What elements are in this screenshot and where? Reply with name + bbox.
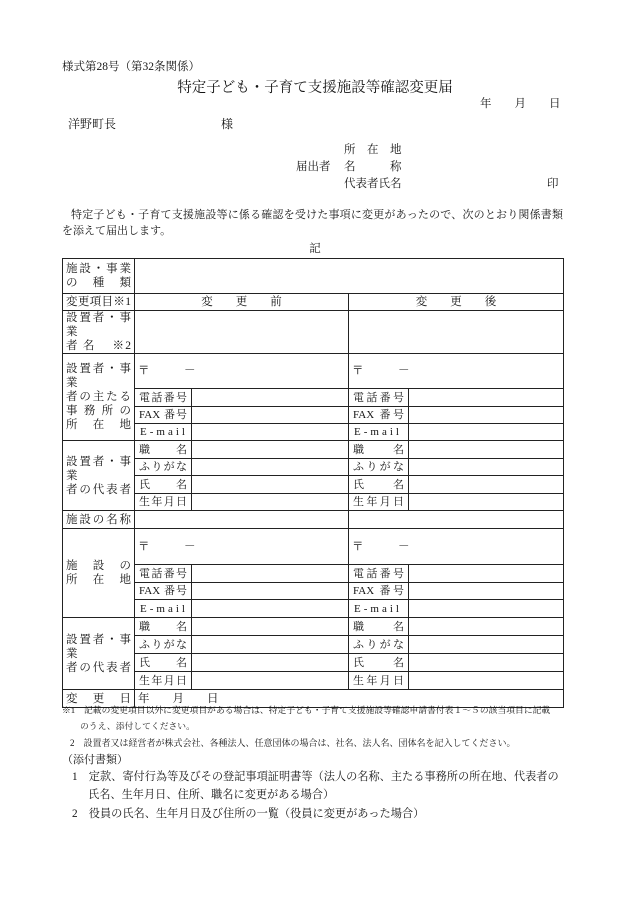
operator-postal-before: 〒 － (135, 354, 349, 389)
operator-rep-name-label-before: 氏 名 (135, 476, 192, 494)
operator-rep-position-label-before: 職 名 (135, 441, 192, 459)
operator-name-label: 設置者・事業 者 名 ※2 (63, 311, 135, 354)
operator-rep-name-before (192, 476, 349, 494)
operator-rep-birthdate-row (63, 494, 564, 511)
facility-fax-label-before: FAX 番号 (135, 583, 192, 600)
applicant-name-label: 名 称 (344, 161, 402, 173)
facility-rep-name-after (409, 654, 564, 672)
operator-rep-name-row (63, 476, 564, 494)
operator-fax-row (63, 407, 564, 424)
facility-rep-birthdate-row (63, 672, 564, 690)
facility-rep-name-label-before: 氏 名 (135, 654, 192, 672)
facility-fax-after (409, 583, 564, 600)
operator-rep-position-label-after: 職 名 (349, 441, 409, 459)
attachment-1-line-1: 1 定款、寄付行為等及びその登記事項証明書等（法人の名称、主たる事務所の所在地、代表者の (72, 771, 559, 783)
facility-name-before (135, 511, 349, 529)
before-change-header: 変 更 前 (135, 294, 349, 311)
operator-representative-label: 設置者・事業 者の代表者 (63, 441, 135, 511)
form-title: 特定子ども・子育て支援施設等確認変更届 (177, 80, 453, 96)
operator-email-after (409, 424, 564, 441)
operator-fax-after (409, 407, 564, 424)
operator-fax-label-after: FAX 番号 (349, 407, 409, 424)
seal-mark: 印 (547, 178, 559, 190)
ki-heading: 記 (309, 243, 321, 255)
change-date-value: 年 月 日 (135, 690, 564, 708)
facility-address-label: 施 設 の 所 在 地 (63, 529, 135, 618)
operator-name-before (135, 311, 349, 354)
facility-email-before (192, 600, 349, 618)
change-item-header-row (63, 294, 564, 311)
operator-rep-furigana-label-after: ふりがな (349, 459, 409, 476)
operator-rep-birthdate-before (192, 494, 349, 511)
operator-fax-before (192, 407, 349, 424)
facility-fax-label-after: FAX 番号 (349, 583, 409, 600)
facility-rep-birthdate-label-before: 生年月日 (135, 672, 192, 690)
facility-rep-birthdate-before (192, 672, 349, 690)
operator-postal-row (63, 354, 564, 389)
operator-rep-position-after (409, 441, 564, 459)
facility-rep-position-label-before: 職 名 (135, 618, 192, 636)
note-1-line-1: ※1 記載の変更項目以外に変更項目がある場合は、特定子ども・子育て支援施設等確認申請書付表１～５の該当項目に記載 (62, 705, 551, 715)
applicant-address-label: 所 在 地 (344, 144, 402, 156)
facility-phone-label-before: 電話番号 (135, 565, 192, 583)
operator-address-label: 設置者・事業 者の主たる 事 務 所 の 所 在 地 (63, 354, 135, 441)
facility-rep-position-after (409, 618, 564, 636)
applicant-representative-label: 代表者氏名 (344, 178, 402, 190)
facility-rep-birthdate-after (409, 672, 564, 690)
applicant-label: 届出者 (296, 161, 331, 173)
facility-rep-position-label-after: 職 名 (349, 618, 409, 636)
operator-rep-birthdate-label-after: 生年月日 (349, 494, 409, 511)
facility-postal-row (63, 529, 564, 565)
facility-rep-name-before (192, 654, 349, 672)
operator-fax-label-before: FAX 番号 (135, 407, 192, 424)
operator-email-row (63, 424, 564, 441)
operator-rep-furigana-after (409, 459, 564, 476)
facility-operator-representative-label: 設置者・事業 者の代表者 (63, 618, 135, 690)
facility-email-after (409, 600, 564, 618)
facility-rep-position-before (192, 618, 349, 636)
addressee-honorific: 様 (221, 117, 234, 131)
facility-postal-before: 〒 － (135, 529, 349, 565)
facility-rep-birthdate-label-after: 生年月日 (349, 672, 409, 690)
operator-rep-birthdate-label-before: 生年月日 (135, 494, 192, 511)
operator-email-label-after: E-mail (349, 424, 409, 441)
facility-email-label-after: E-mail (349, 600, 409, 618)
attachment-2: 2 役員の氏名、生年月日及び住所の一覧（役員に変更があった場合） (72, 808, 425, 820)
operator-phone-label-before: 電話番号 (135, 389, 192, 407)
facility-name-row (63, 511, 564, 529)
operator-phone-label-after: 電話番号 (349, 389, 409, 407)
operator-rep-furigana-before (192, 459, 349, 476)
facility-rep-furigana-label-after: ふりがな (349, 636, 409, 654)
statement-line-1: 特定子ども・子育て支援施設等に係る確認を受けた事項に変更があったので、次のとおり関係書類 (71, 209, 563, 221)
operator-name-after (349, 311, 564, 354)
facility-type-label: 施設・事業 の 種 類 (63, 259, 135, 294)
facility-rep-furigana-row (63, 636, 564, 654)
change-item-label: 変更項目※1 (63, 294, 135, 311)
submission-date: 年 月 日 (480, 98, 561, 110)
operator-email-before (192, 424, 349, 441)
statement-line-2: を添えて届出します。 (62, 225, 172, 237)
operator-phone-before (192, 389, 349, 407)
facility-name-after (349, 511, 564, 529)
operator-rep-name-after (409, 476, 564, 494)
form-number: 様式第28号（第32条関係） (62, 61, 200, 73)
after-change-header: 変 更 後 (349, 294, 564, 311)
attachment-1-line-2: 氏名、生年月日、住所、職名に変更がある場合） (88, 789, 335, 801)
facility-rep-furigana-before (192, 636, 349, 654)
operator-name-row (63, 311, 564, 354)
note-2: 2 設置者又は経営者が株式会社、各種法人、任意団体の場合は、社名、法人名、団体名を記入してください。 (70, 738, 516, 748)
operator-postal-after: 〒 － (349, 354, 564, 389)
operator-rep-position-row (63, 441, 564, 459)
facility-rep-furigana-after (409, 636, 564, 654)
facility-phone-row (63, 565, 564, 583)
operator-phone-after (409, 389, 564, 407)
note-1-line-2: のうえ、添付してください。 (80, 721, 195, 731)
operator-rep-birthdate-after (409, 494, 564, 511)
facility-postal-after: 〒 － (349, 529, 564, 565)
addressee-name: 洋野町長 (68, 117, 117, 131)
facility-email-label-before: E-mail (135, 600, 192, 618)
operator-email-label-before: E-mail (135, 424, 192, 441)
facility-rep-position-row (63, 618, 564, 636)
operator-phone-row (63, 389, 564, 407)
facility-rep-name-label-after: 氏 名 (349, 654, 409, 672)
facility-phone-label-after: 電話番号 (349, 565, 409, 583)
operator-rep-position-before (192, 441, 349, 459)
facility-rep-furigana-label-before: ふりがな (135, 636, 192, 654)
facility-name-label: 施設の名称 (63, 511, 135, 529)
operator-rep-name-label-after: 氏 名 (349, 476, 409, 494)
facility-type-row (63, 259, 564, 294)
facility-email-row (63, 600, 564, 618)
change-form-table (62, 258, 564, 708)
facility-fax-before (192, 583, 349, 600)
change-date-label: 変 更 日 (63, 690, 135, 708)
facility-phone-after (409, 565, 564, 583)
facility-rep-name-row (63, 654, 564, 672)
attachments-heading: （添付書類） (62, 754, 128, 766)
facility-fax-row (63, 583, 564, 600)
facility-type-value (135, 259, 564, 294)
facility-phone-before (192, 565, 349, 583)
operator-rep-furigana-label-before: ふりがな (135, 459, 192, 476)
operator-rep-furigana-row (63, 459, 564, 476)
